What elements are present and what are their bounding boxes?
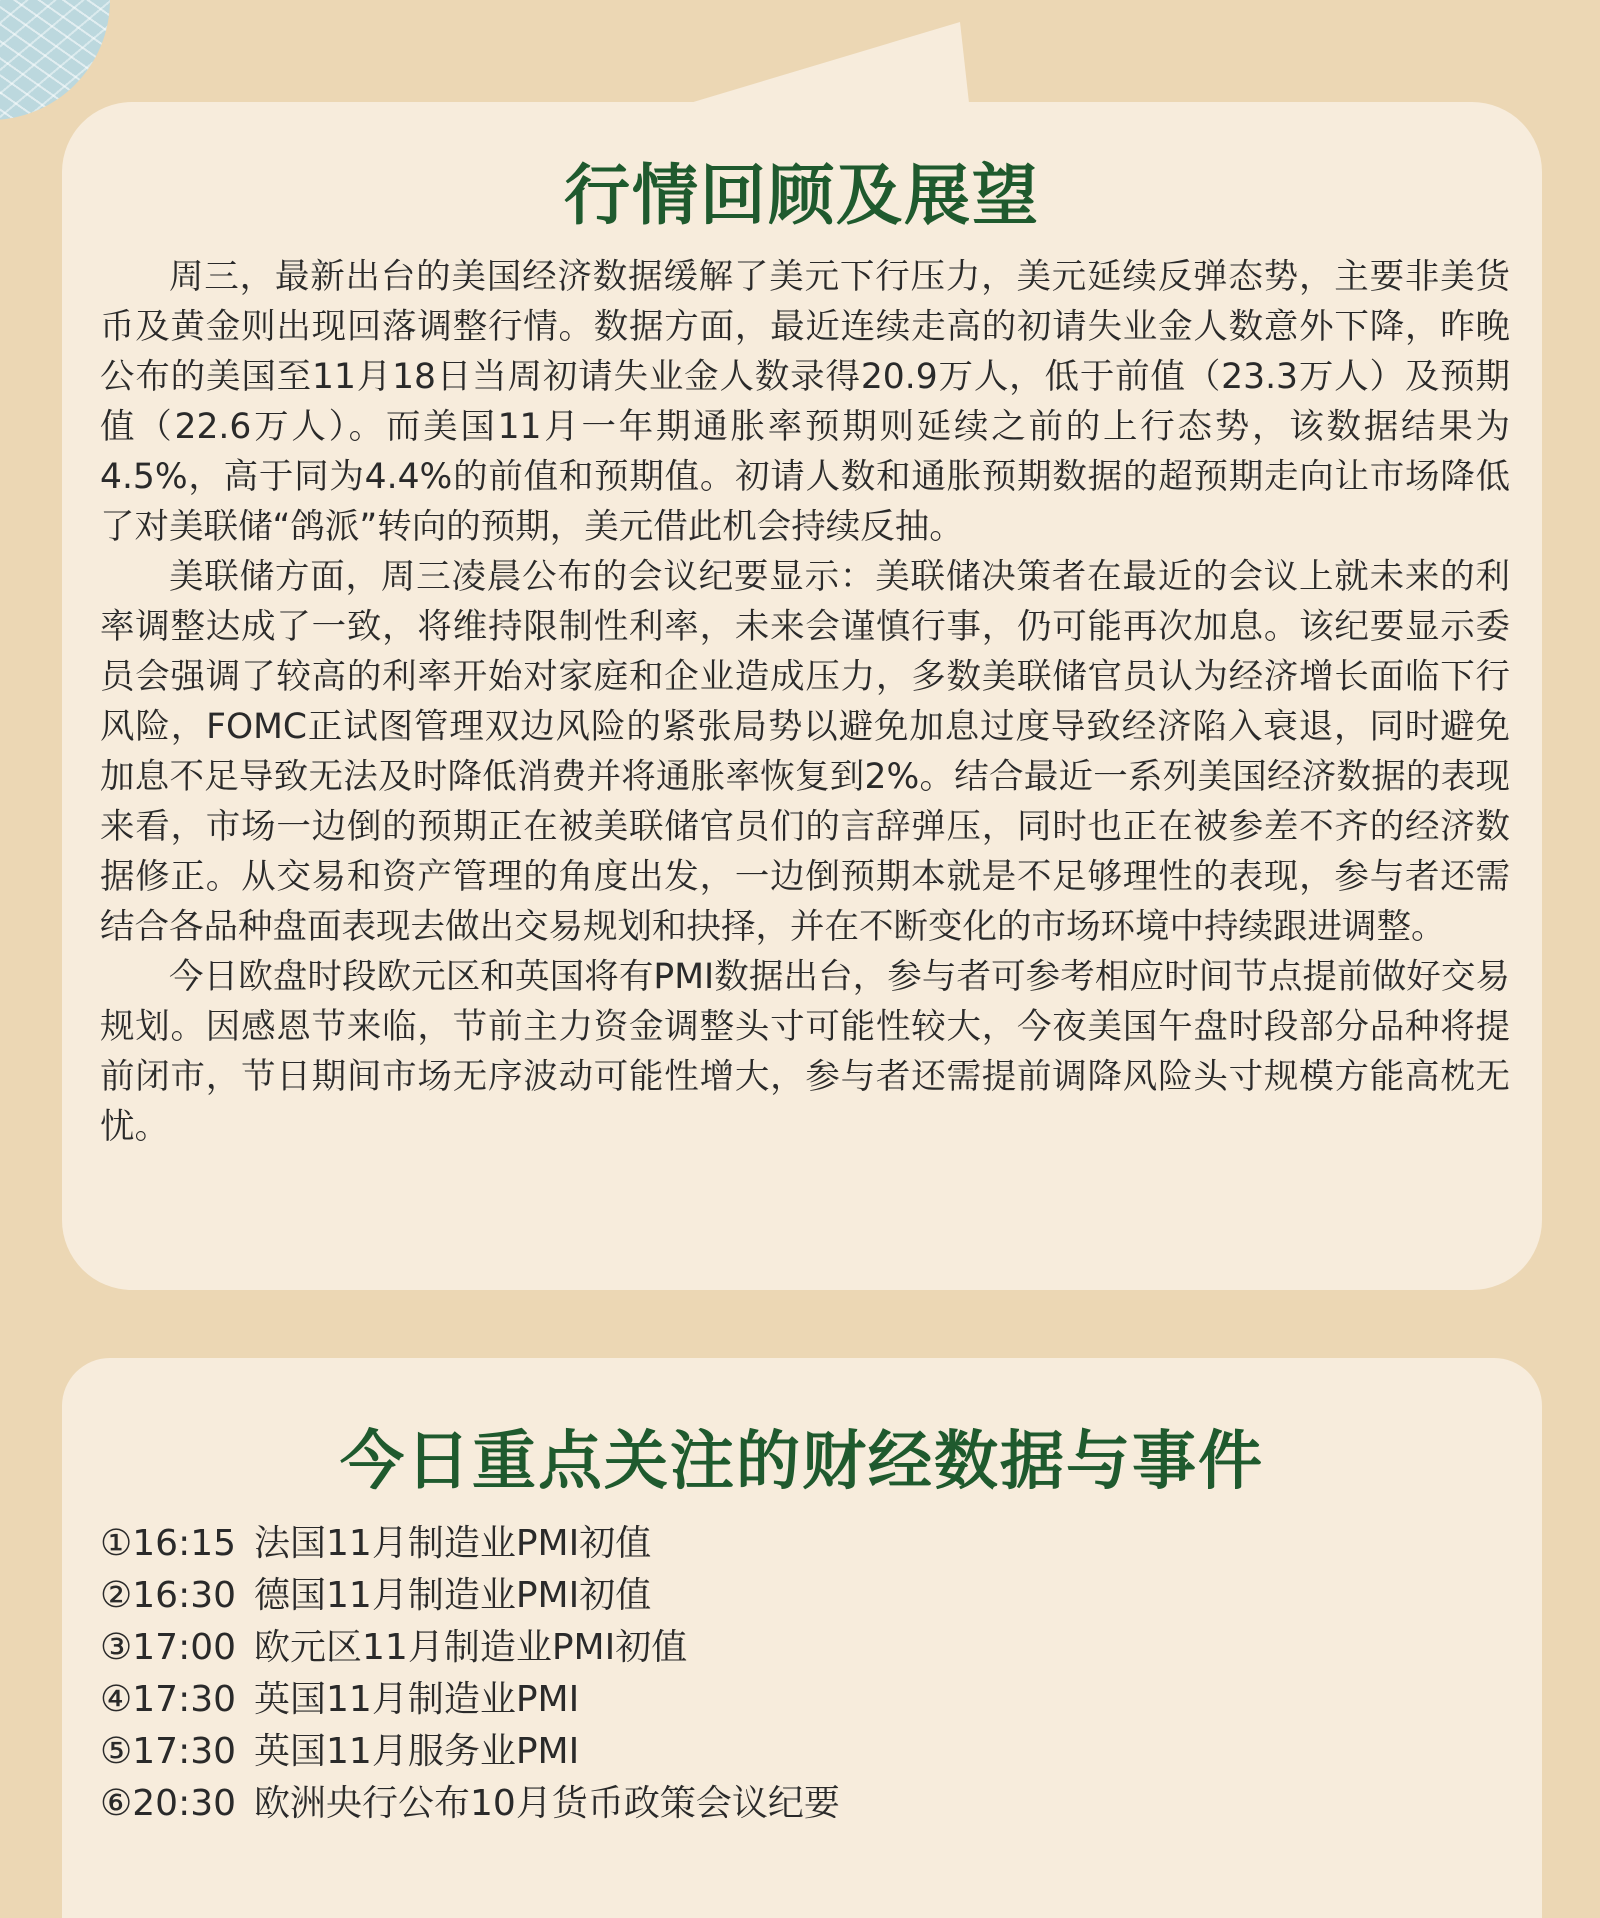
event-name: 英国11月服务业PMI (254, 1731, 580, 1772)
event-name: 法国11月制造业PMI初值 (254, 1523, 652, 1564)
review-paragraph-2: 美联储方面，周三凌晨公布的会议纪要显示：美联储决策者在最近的会议上就未来的利率调整达成了一致，将维持限制性利率，未来会谨慎行事，仍可能再次加息。该纪要显示委员会强调了较高的利率开始对家庭和企业造成压力，多数美联储官员认为经济增长面临下行风险，FOMC正试图管理双边风险的紧张局势以避免加息过度导致经济陷入衰退，同时避免加息不足导致无法及时降低消费并将通胀率恢复到2%。结合最近一系列美国经济数据的表现来看，市场一边倒的预期正在被美联储官员们的言辞弹压，同时也正在被参差不齐的经济数据修正。从交易和资产管理的角度出发，一边倒预期本就是不足够理性的表现，参与者还需结合各品种盘面表现去做出交易规划和抉择，并在不断变化的市场环境中持续跟进调整。 (100, 557, 1510, 947)
event-name: 欧元区11月制造业PMI初值 (254, 1627, 688, 1668)
event-time: ④17:30 (100, 1679, 237, 1720)
event-name: 英国11月制造业PMI (254, 1679, 580, 1720)
event-item (100, 1726, 840, 1778)
event-item (100, 1570, 840, 1622)
speech-bubble-tail (660, 22, 970, 112)
key-events-card (62, 1358, 1542, 1918)
event-time: ③17:00 (100, 1627, 237, 1668)
event-time: ②16:30 (100, 1575, 237, 1616)
review-body (100, 252, 1510, 1152)
event-item (100, 1622, 840, 1674)
event-time: ⑥20:30 (100, 1783, 237, 1824)
event-item (100, 1778, 840, 1830)
event-item (100, 1674, 840, 1726)
event-name: 欧洲央行公布10月货币政策会议纪要 (254, 1783, 840, 1824)
event-time: ①16:15 (100, 1523, 237, 1564)
review-title: 行情回顾及展望 (564, 157, 1040, 234)
event-time: ⑤17:30 (100, 1731, 237, 1772)
review-paragraph-1: 周三，最新出台的美国经济数据缓解了美元下行压力，美元延续反弹态势，主要非美货币及黄金则出现回落调整行情。数据方面，最近连续走高的初请失业金人数意外下降，昨晚公布的美国至11月18日当周初请失业金人数录得20.9万人，低于前值（23.3万人）及预期值（22.6万人）。而美国11月一年期通胀率预期则延续之前的上行态势，该数据结果为4.5%，高于同为4.4%的前值和预期值。初请人数和通胀预期数据的超预期走向让市场降低了对美联储“鸽派”转向的预期，美元借此机会持续反抽。 (100, 257, 1510, 547)
market-review-card (62, 102, 1542, 1290)
events-title: 今日重点关注的财经数据与事件 (340, 1425, 1264, 1499)
event-item (100, 1518, 840, 1570)
events-list (100, 1518, 840, 1830)
event-name: 德国11月制造业PMI初值 (254, 1575, 652, 1616)
review-paragraph-3: 今日欧盘时段欧元区和英国将有PMI数据出台，参与者可参考相应时间节点提前做好交易规划。因感恩节来临，节前主力资金调整头寸可能性较大，今夜美国午盘时段部分品种将提前闭市，节日期间市场无序波动可能性增大，参与者还需提前调降风险头寸规模方能高枕无忧。 (100, 957, 1510, 1147)
